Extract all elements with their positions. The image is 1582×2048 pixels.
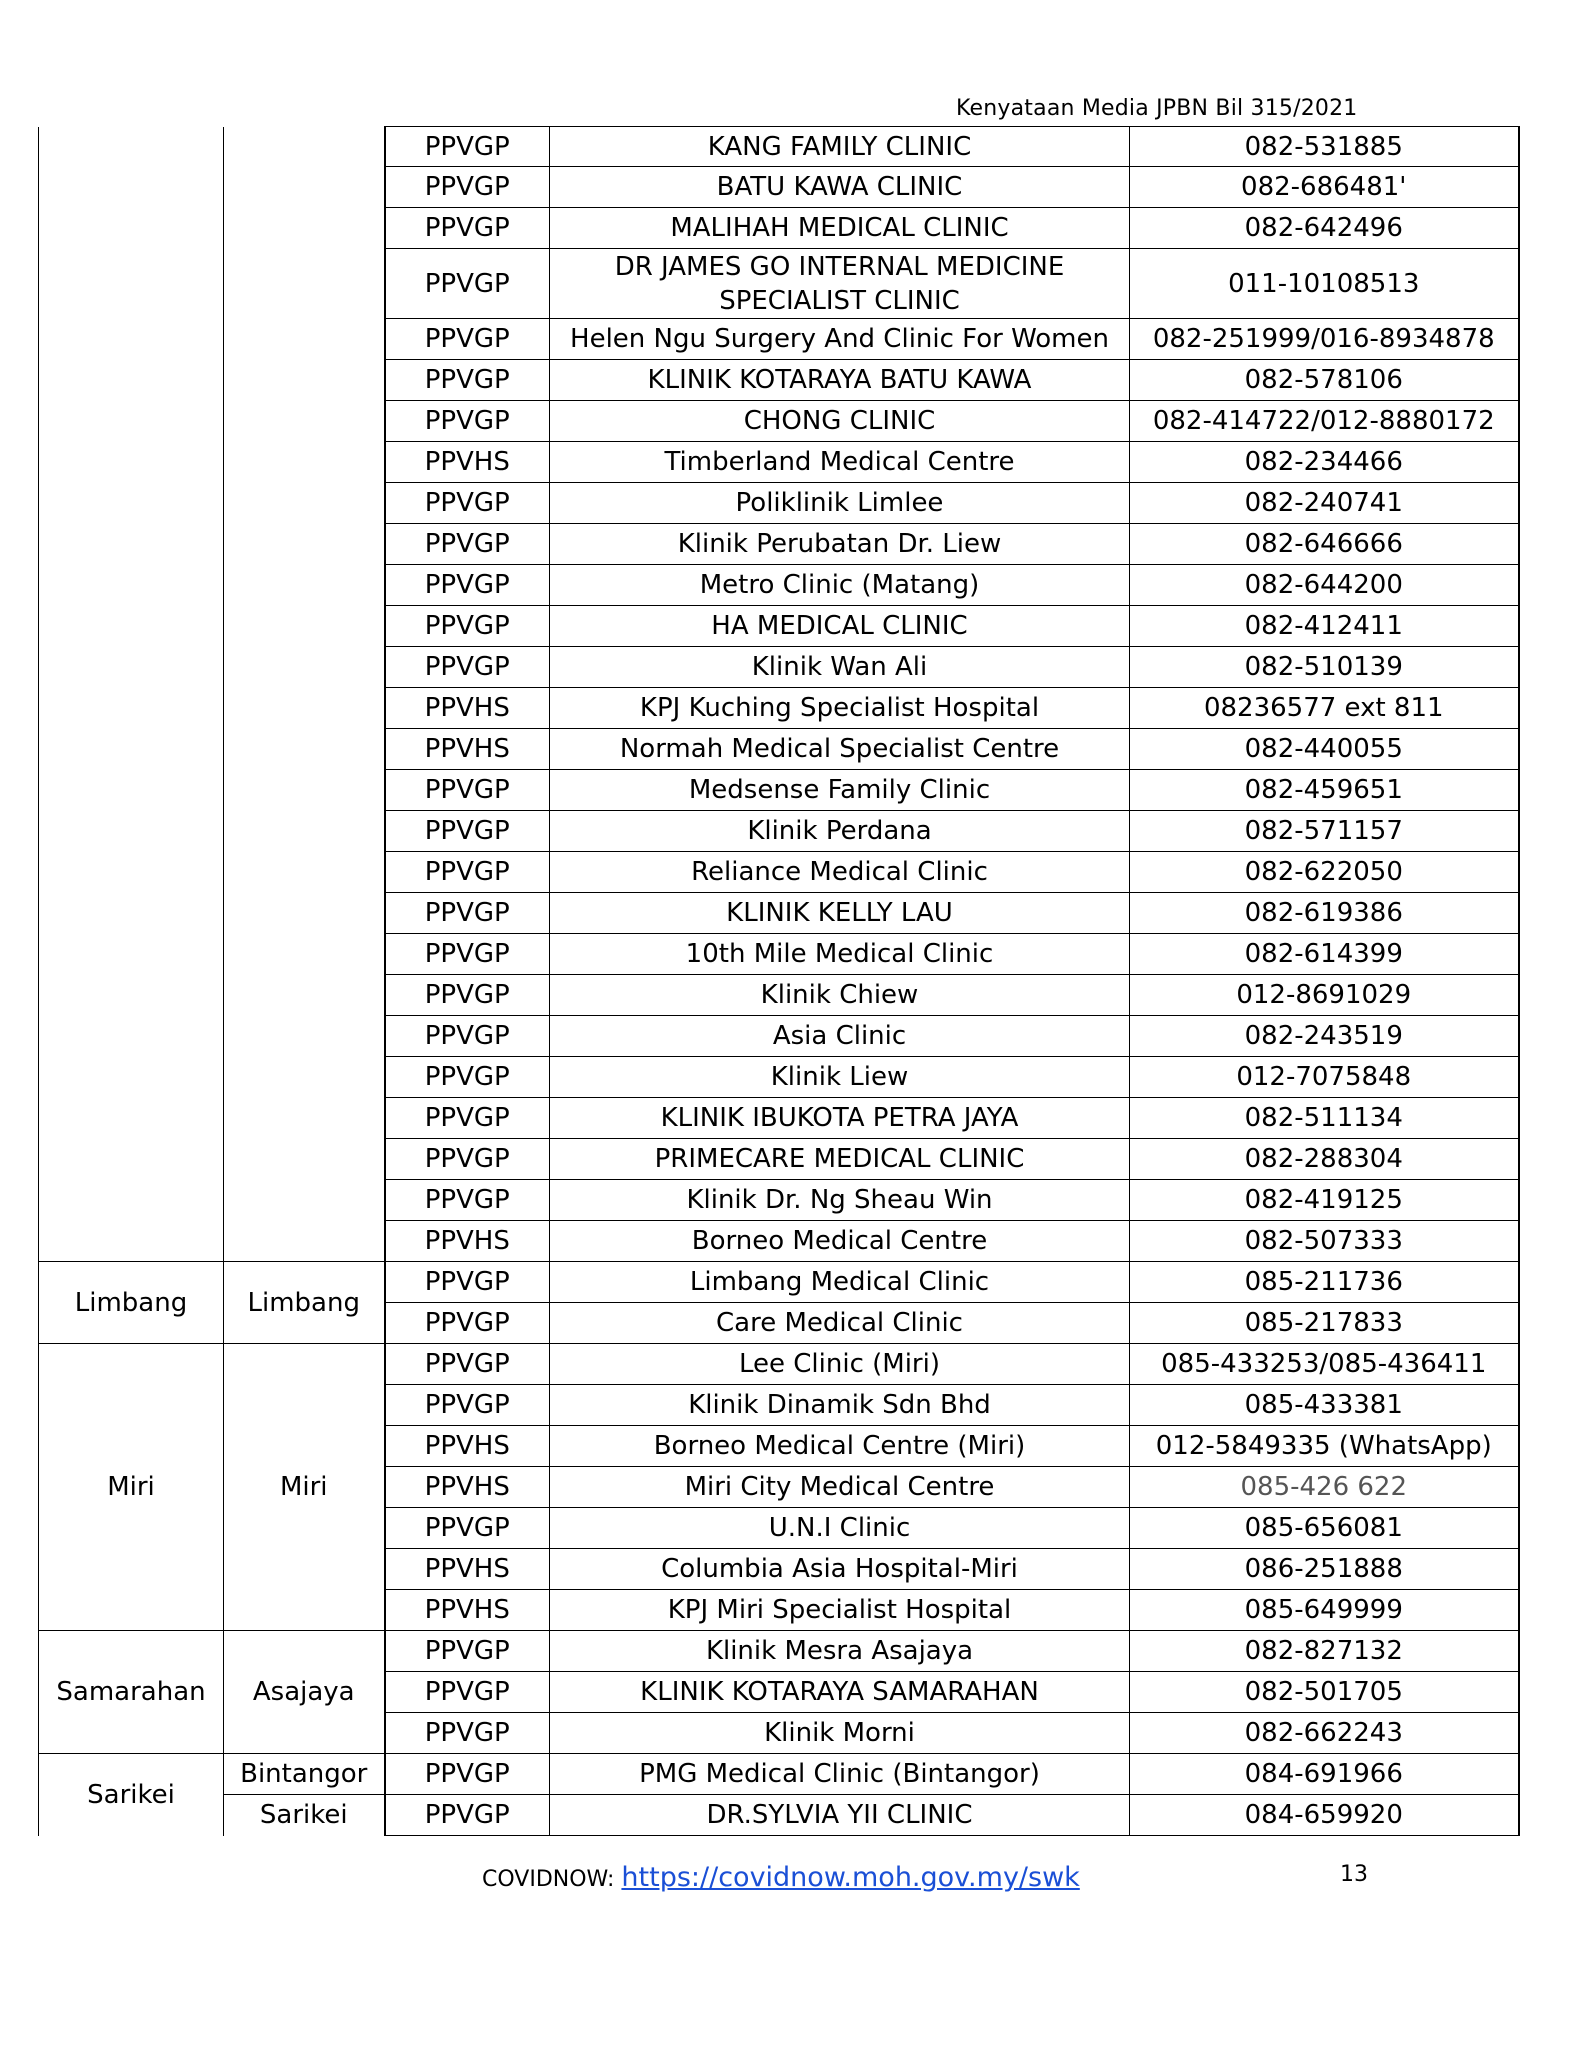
- phone-cell: 082-644200: [1130, 565, 1519, 606]
- category-cell: PPVGP: [385, 1262, 550, 1303]
- phone-cell: 085-426 622: [1130, 1467, 1519, 1508]
- phone-cell: 082-614399: [1130, 934, 1519, 975]
- phone-cell: 082-440055: [1130, 729, 1519, 770]
- phone-cell: 012-8691029: [1130, 975, 1519, 1016]
- phone-cell: 012-7075848: [1130, 1057, 1519, 1098]
- clinic-name-cell: Klinik Perubatan Dr. Liew: [550, 524, 1130, 565]
- clinic-name-cell: Helen Ngu Surgery And Clinic For Women: [550, 319, 1130, 360]
- table-row: [39, 127, 1519, 167]
- category-cell: PPVHS: [385, 1590, 550, 1631]
- phone-cell: 082-414722/012-8880172: [1130, 401, 1519, 442]
- division-cell: Miri: [39, 1344, 224, 1631]
- clinic-name-cell: Timberland Medical Centre: [550, 442, 1130, 483]
- phone-cell: 082-662243: [1130, 1713, 1519, 1754]
- district-cell: Bintangor: [224, 1754, 385, 1795]
- clinic-name-cell: KPJ Miri Specialist Hospital: [550, 1590, 1130, 1631]
- phone-cell: 082-646666: [1130, 524, 1519, 565]
- table-row: [39, 1631, 1519, 1672]
- vaccination-centre-table: [38, 126, 1520, 1836]
- division-cell: Sarikei: [39, 1754, 224, 1836]
- category-cell: PPVGP: [385, 565, 550, 606]
- clinic-name-cell: U.N.I Clinic: [550, 1508, 1130, 1549]
- phone-cell: 011-10108513: [1130, 249, 1519, 319]
- phone-cell: 085-433253/085-436411: [1130, 1344, 1519, 1385]
- clinic-name-cell: PMG Medical Clinic (Bintangor): [550, 1754, 1130, 1795]
- phone-cell: 085-217833: [1130, 1303, 1519, 1344]
- category-cell: PPVGP: [385, 934, 550, 975]
- clinic-name-cell: Klinik Dinamik Sdn Bhd: [550, 1385, 1130, 1426]
- clinic-name-cell: Medsense Family Clinic: [550, 770, 1130, 811]
- clinic-name-cell: Poliklinik Limlee: [550, 483, 1130, 524]
- phone-cell: 082-571157: [1130, 811, 1519, 852]
- clinic-name-cell: KLINIK KOTARAYA SAMARAHAN: [550, 1672, 1130, 1713]
- footer: [482, 1862, 1080, 1893]
- category-cell: PPVGP: [385, 975, 550, 1016]
- phone-cell: 082-419125: [1130, 1180, 1519, 1221]
- category-cell: PPVGP: [385, 483, 550, 524]
- category-cell: PPVHS: [385, 1426, 550, 1467]
- phone-cell: 082-459651: [1130, 770, 1519, 811]
- category-cell: PPVHS: [385, 729, 550, 770]
- phone-cell: 082-827132: [1130, 1631, 1519, 1672]
- clinic-name-cell: Klinik Perdana: [550, 811, 1130, 852]
- clinic-name-cell: KLINIK KOTARAYA BATU KAWA: [550, 360, 1130, 401]
- clinic-name-cell: Klinik Liew: [550, 1057, 1130, 1098]
- phone-cell: 082-507333: [1130, 1221, 1519, 1262]
- category-cell: PPVGP: [385, 1098, 550, 1139]
- category-cell: PPVGP: [385, 770, 550, 811]
- clinic-name-cell: Care Medical Clinic: [550, 1303, 1130, 1344]
- phone-cell: 082-686481': [1130, 167, 1519, 208]
- phone-cell: 082-234466: [1130, 442, 1519, 483]
- clinic-name-cell: Klinik Chiew: [550, 975, 1130, 1016]
- clinic-name-cell: Miri City Medical Centre: [550, 1467, 1130, 1508]
- clinic-name-cell: KANG FAMILY CLINIC: [550, 127, 1130, 167]
- category-cell: PPVGP: [385, 208, 550, 249]
- category-cell: PPVGP: [385, 360, 550, 401]
- clinic-name-cell: Lee Clinic (Miri): [550, 1344, 1130, 1385]
- table-row: [39, 1795, 1519, 1836]
- division-cell: Samarahan: [39, 1631, 224, 1754]
- clinic-name-cell: KLINIK KELLY LAU: [550, 893, 1130, 934]
- clinic-name-cell: Asia Clinic: [550, 1016, 1130, 1057]
- category-cell: PPVGP: [385, 127, 550, 167]
- phone-cell: 08236577 ext 811: [1130, 688, 1519, 729]
- phone-cell: 082-240741: [1130, 483, 1519, 524]
- phone-cell: 084-691966: [1130, 1754, 1519, 1795]
- category-cell: PPVGP: [385, 167, 550, 208]
- phone-cell: 082-243519: [1130, 1016, 1519, 1057]
- clinic-name-cell: Klinik Dr. Ng Sheau Win: [550, 1180, 1130, 1221]
- clinic-name-cell: Klinik Morni: [550, 1713, 1130, 1754]
- category-cell: PPVGP: [385, 811, 550, 852]
- clinic-name-cell: BATU KAWA CLINIC: [550, 167, 1130, 208]
- phone-cell: 082-501705: [1130, 1672, 1519, 1713]
- clinic-name-cell: Borneo Medical Centre: [550, 1221, 1130, 1262]
- category-cell: PPVGP: [385, 524, 550, 565]
- clinic-name-cell: HA MEDICAL CLINIC: [550, 606, 1130, 647]
- division-cell: Limbang: [39, 1262, 224, 1344]
- document-header: Kenyataan Media JPBN Bil 315/2021: [956, 96, 1358, 121]
- phone-cell: 012-5849335 (WhatsApp): [1130, 1426, 1519, 1467]
- category-cell: PPVGP: [385, 1057, 550, 1098]
- phone-cell: 084-659920: [1130, 1795, 1519, 1836]
- category-cell: PPVGP: [385, 1508, 550, 1549]
- phone-cell: 085-649999: [1130, 1590, 1519, 1631]
- table-row: [39, 1344, 1519, 1385]
- category-cell: PPVGP: [385, 1303, 550, 1344]
- category-cell: PPVGP: [385, 1139, 550, 1180]
- table-row: [39, 1754, 1519, 1795]
- district-cell: Limbang: [224, 1262, 385, 1344]
- category-cell: PPVGP: [385, 1631, 550, 1672]
- category-cell: PPVHS: [385, 688, 550, 729]
- clinic-name-cell: Columbia Asia Hospital-Miri: [550, 1549, 1130, 1590]
- clinic-name-cell: Klinik Mesra Asajaya: [550, 1631, 1130, 1672]
- clinic-name-cell: PRIMECARE MEDICAL CLINIC: [550, 1139, 1130, 1180]
- category-cell: PPVGP: [385, 249, 550, 319]
- category-cell: PPVHS: [385, 442, 550, 483]
- clinic-name-cell: DR.SYLVIA YII CLINIC: [550, 1795, 1130, 1836]
- category-cell: PPVGP: [385, 852, 550, 893]
- category-cell: PPVGP: [385, 1016, 550, 1057]
- page-number: 13: [1340, 1862, 1368, 1887]
- phone-cell: 082-510139: [1130, 647, 1519, 688]
- district-cell: Miri: [224, 1344, 385, 1631]
- table-row: [39, 1262, 1519, 1303]
- footer-label: COVIDNOW:: [482, 1867, 622, 1892]
- category-cell: PPVGP: [385, 1754, 550, 1795]
- covidnow-link[interactable]: https://covidnow.moh.gov.my/swk: [621, 1862, 1080, 1893]
- clinic-name-cell: Borneo Medical Centre (Miri): [550, 1426, 1130, 1467]
- category-cell: PPVGP: [385, 1180, 550, 1221]
- phone-cell: 082-622050: [1130, 852, 1519, 893]
- phone-cell: 082-619386: [1130, 893, 1519, 934]
- clinic-name-cell: KPJ Kuching Specialist Hospital: [550, 688, 1130, 729]
- phone-cell: 082-578106: [1130, 360, 1519, 401]
- category-cell: PPVGP: [385, 1385, 550, 1426]
- phone-cell: 082-412411: [1130, 606, 1519, 647]
- category-cell: PPVGP: [385, 1344, 550, 1385]
- phone-cell: 082-531885: [1130, 127, 1519, 167]
- category-cell: PPVHS: [385, 1549, 550, 1590]
- clinic-name-cell: KLINIK IBUKOTA PETRA JAYA: [550, 1098, 1130, 1139]
- division-cell: [39, 127, 224, 1262]
- category-cell: PPVGP: [385, 647, 550, 688]
- clinic-name-cell: Normah Medical Specialist Centre: [550, 729, 1130, 770]
- category-cell: PPVHS: [385, 1221, 550, 1262]
- phone-cell: 085-433381: [1130, 1385, 1519, 1426]
- district-cell: [224, 127, 385, 1262]
- category-cell: PPVHS: [385, 1467, 550, 1508]
- category-cell: PPVGP: [385, 401, 550, 442]
- phone-cell: 085-656081: [1130, 1508, 1519, 1549]
- clinic-name-cell: Reliance Medical Clinic: [550, 852, 1130, 893]
- clinic-name-cell: MALIHAH MEDICAL CLINIC: [550, 208, 1130, 249]
- category-cell: PPVGP: [385, 1795, 550, 1836]
- phone-cell: 082-642496: [1130, 208, 1519, 249]
- phone-cell: 082-511134: [1130, 1098, 1519, 1139]
- phone-cell: 086-251888: [1130, 1549, 1519, 1590]
- district-cell: Sarikei: [224, 1795, 385, 1836]
- phone-cell: 082-251999/016-8934878: [1130, 319, 1519, 360]
- clinic-name-cell: DR JAMES GO INTERNAL MEDICINE SPECIALIST CLINIC: [550, 249, 1130, 319]
- category-cell: PPVGP: [385, 606, 550, 647]
- clinic-name-cell: Limbang Medical Clinic: [550, 1262, 1130, 1303]
- clinic-name-cell: Metro Clinic (Matang): [550, 565, 1130, 606]
- district-cell: Asajaya: [224, 1631, 385, 1754]
- category-cell: PPVGP: [385, 319, 550, 360]
- clinic-name-cell: CHONG CLINIC: [550, 401, 1130, 442]
- category-cell: PPVGP: [385, 893, 550, 934]
- category-cell: PPVGP: [385, 1713, 550, 1754]
- clinic-name-cell: Klinik Wan Ali: [550, 647, 1130, 688]
- clinic-name-cell: 10th Mile Medical Clinic: [550, 934, 1130, 975]
- category-cell: PPVGP: [385, 1672, 550, 1713]
- phone-cell: 085-211736: [1130, 1262, 1519, 1303]
- phone-cell: 082-288304: [1130, 1139, 1519, 1180]
